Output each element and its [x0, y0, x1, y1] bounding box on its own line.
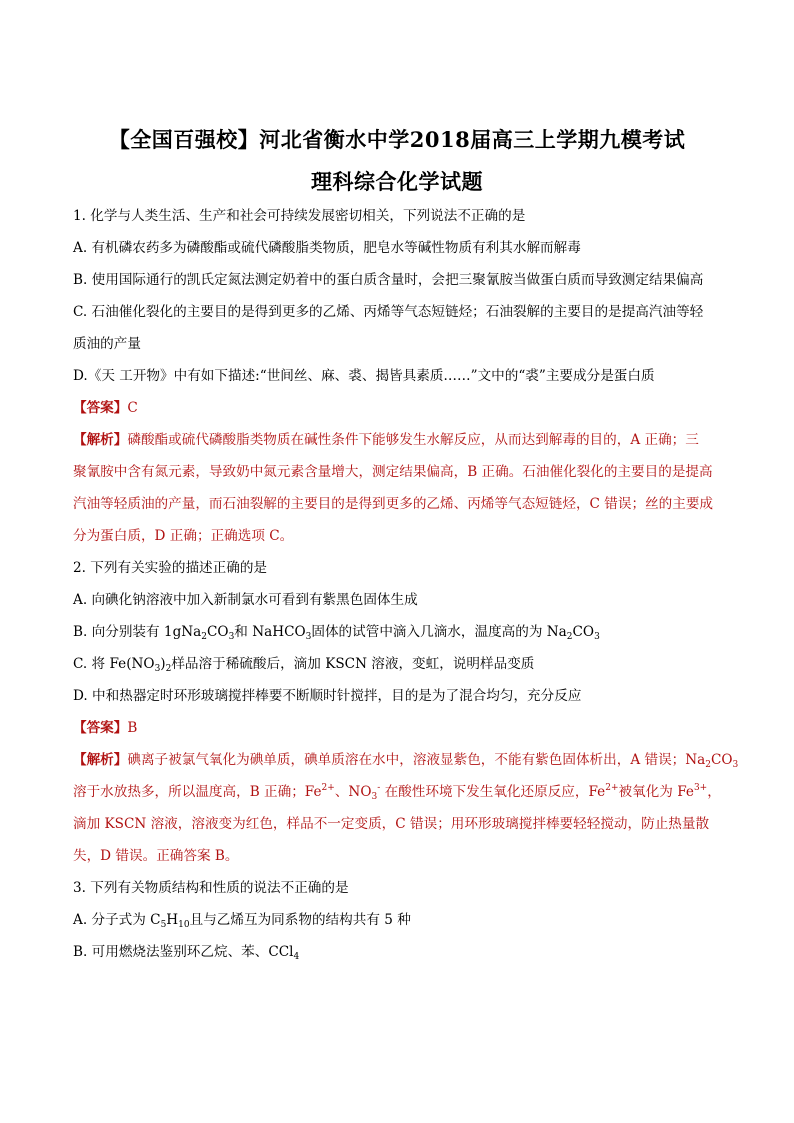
q2-analysis-line4: 失，D 错误。正确答案 B。 — [73, 848, 239, 864]
q2-analysis-text: 被氧化为 Fe — [618, 784, 694, 800]
q3-b-text: B. 可用燃烧法鉴别环乙烷、苯、CCl — [73, 944, 294, 960]
subscript: 3 — [594, 632, 600, 642]
q1-analysis-text: 磷酸酯或硫代磷酸脂类物质在碱性条件下能够发生水解反应，从而达到解毒的目的，A 正确；三 — [127, 432, 699, 448]
q1-analysis-line1 — [73, 430, 733, 450]
q2-option-a: A. 向碘化钠溶液中加入新制氯水可看到有紫黑色固体生成 — [73, 592, 418, 608]
q2-c-text: C. 将 Fe(NO — [73, 656, 155, 672]
page-subtitle: 理科综合化学试题 — [311, 169, 483, 194]
q1-answer-label: 【答案】 — [73, 400, 128, 416]
subscript: 10 — [178, 920, 190, 930]
q2-b-text: 固体的试管中滴入几滴水，温度高的为 Na — [311, 624, 567, 640]
q2-option-d: D. 中和热器定时环形玻璃搅拌棒要不断顺时针搅拌，目的是为了混合均匀，充分反应 — [73, 688, 582, 704]
q2-option-b — [73, 622, 733, 642]
q1-analysis-label: 【解析】 — [73, 432, 128, 448]
subscript: 2 — [566, 632, 573, 642]
q1-analysis-line2: 聚氰胺中含有氮元素，导致奶中氮元素含量增大，测定结果偏高，B 正确。石油催化裂化的主要目的是提高 — [73, 464, 713, 480]
q3-option-a — [73, 910, 733, 930]
q2-analysis-text: 碘离子被氯气氧化为碘单质，碘单质溶在水中，溶液显紫色，不能有紫色固体析出，A 错误；Na — [127, 752, 706, 768]
q2-analysis-line1 — [73, 750, 739, 770]
q2-analysis-line3: 滴加 KSCN 溶液，溶液变为红色，样品不一定变质，C 错误；用环形玻璃搅拌棒要轻轻搅动，防止热量散 — [73, 816, 710, 832]
q2-option-c — [73, 654, 733, 674]
q1-option-b: B. 使用国际通行的凯氏定氮法测定奶着中的蛋白质含量时，会把三聚氰胺当做蛋白质而导致测定结果偏高 — [73, 272, 704, 288]
q2-answer — [73, 718, 733, 738]
subscript: 5 — [160, 920, 167, 930]
q2-analysis-text: 、NO — [334, 784, 372, 800]
q2-analysis-text: 在酸性环境下发生氧化还原反应，Fe — [380, 784, 606, 800]
q2-b-text: CO — [207, 624, 229, 640]
q3-option-b — [73, 942, 733, 962]
q1-analysis-line4: 分为蛋白质，D 正确；正确选项 C。 — [73, 528, 294, 544]
q3-a-text: A. 分子式为 C — [73, 912, 161, 928]
q2-analysis-line2 — [73, 782, 733, 802]
superscript: 2+ — [321, 783, 335, 793]
superscript: 2+ — [605, 783, 619, 793]
q1-option-a: A. 有机磷农药多为磷酸酯或硫代磷酸脂类物质，肥皂水等碱性物质有利其水解而解毒 — [73, 240, 581, 256]
q3-a-text: 且与乙烯互为同系物的结构共有 5 种 — [189, 912, 411, 928]
superscript: 3+ — [693, 783, 708, 793]
q1-analysis-line3: 汽油等轻质油的产量，而石油裂解的主要目的是得到更多的乙烯、丙烯等气态短链烃，C 错误；丝的主要成 — [73, 496, 714, 512]
q1-option-c-line1: C. 石油催化裂化的主要目的是得到更多的乙烯、丙烯等气态短链烃；石油裂解的主要目的是提高汽油等轻 — [73, 304, 704, 320]
subscript: 4 — [293, 952, 300, 962]
q3-stem: 3. 下列有关物质结构和性质的说法不正确的是 — [73, 880, 349, 896]
q2-c-text: ) — [160, 656, 166, 672]
subscript: 3 — [154, 664, 161, 674]
q2-c-text: 样品溶于稀硫酸后，滴加 KSCN 溶液，变虹，说明样品变质 — [171, 656, 535, 672]
q1-option-d: D.《天 工开物》中有如下描述:“世间丝、麻、裘、揭皆具素质……”文中的“裘”主要成分是蛋白质 — [73, 368, 655, 384]
subscript: 2 — [165, 664, 172, 674]
q2-analysis-text: ， — [707, 784, 721, 800]
q2-analysis-text: 溶于水放热多，所以温度高，B 正确；Fe — [73, 784, 322, 800]
superscript: - — [377, 783, 381, 793]
subscript: 3 — [305, 632, 312, 642]
q1-answer — [73, 398, 733, 418]
q2-analysis-label: 【解析】 — [73, 752, 128, 768]
q1-answer-value: C — [127, 400, 138, 416]
subscript: 2 — [201, 632, 208, 642]
subscript: 3 — [228, 632, 235, 642]
page-title: 【全国百强校】河北省衡水中学2018届高三上学期九模考试 — [108, 127, 686, 152]
q2-stem: 2. 下列有关实验的描述正确的是 — [73, 560, 268, 576]
subscript: 2 — [705, 760, 711, 770]
q1-option-c-line2: 质油的产量 — [73, 336, 141, 352]
q2-answer-label: 【答案】 — [73, 720, 128, 736]
q2-b-text: 和 NaHCO — [234, 624, 306, 640]
q2-b-text: CO — [572, 624, 595, 640]
q3-a-text: H — [166, 912, 179, 928]
q1-stem: 1. 化学与人类生活、生产和社会可持续发展密切相关，下列说法不正确的是 — [73, 208, 526, 224]
q2-analysis-text: CO — [711, 752, 733, 768]
q2-b-text: B. 向分别装有 1gNa — [73, 624, 202, 640]
subscript: 3 — [371, 792, 378, 802]
subscript: 3 — [732, 760, 739, 770]
q2-answer-value: B — [127, 720, 138, 736]
